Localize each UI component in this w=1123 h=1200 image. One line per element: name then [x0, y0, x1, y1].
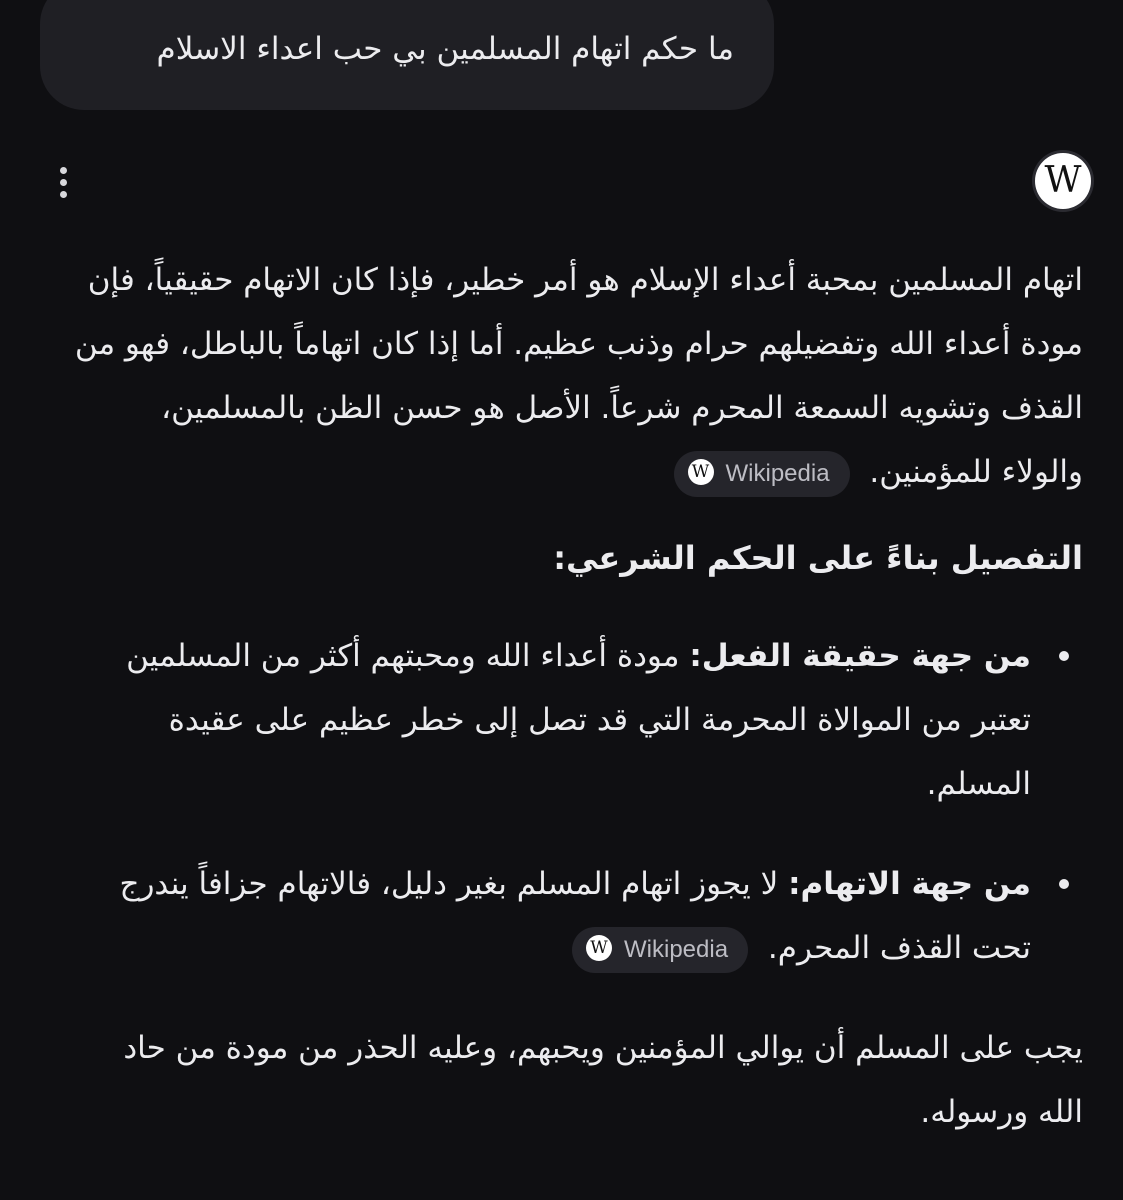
more-options-icon[interactable] [48, 163, 80, 203]
list-item-lead: من جهة الاتهام: [788, 866, 1031, 902]
list-item [73, 624, 1031, 816]
citation-chip-wikipedia[interactable] [572, 927, 748, 973]
section-heading: التفصيل بناءً على الحكم الشرعي: [553, 539, 1083, 577]
citation-chip-label: Wikipedia [624, 935, 729, 963]
list-item-lead: من جهة حقيقة الفعل: [689, 638, 1031, 674]
citation-chip-wikipedia[interactable] [674, 451, 850, 497]
user-message-text: ما حكم اتهام المسلمين بي حب اعداء الاسلام [156, 31, 734, 67]
wikipedia-icon: W [688, 459, 714, 485]
answer-intro [73, 248, 1083, 504]
list-item [73, 852, 1031, 980]
assistant-answer [73, 248, 1083, 1144]
list-item-text: مودة أعداء الله ومحبتهم أكثر من المسلمين تعتبر من الموالاة المحرمة التي قد تصل إلى خطر عظيم على عقيدة المسلم. [126, 638, 1031, 802]
answer-closing: يجب على المسلم أن يوالي المؤمنين ويحبهم، وعليه الحذر من مودة من حاد الله ورسوله. [123, 1030, 1083, 1130]
answer-intro-text: اتهام المسلمين بمحبة أعداء الإسلام هو أمر خطير، فإذا كان الاتهام حقيقياً، فإن مودة أعداء الله وتفضيلهم حرام وذنب عظيم. أما إذا كان اتهاماً بالباطل، فهو من القذف وتشويه السمعة المحرم شرعاً. الأصل هو حسن الظن بالمسلمين، والولاء للمؤمنين. [74, 262, 1083, 490]
wikipedia-icon[interactable]: W [1035, 153, 1091, 209]
response-header [0, 148, 1123, 218]
wikipedia-icon: W [586, 935, 612, 961]
details-list [73, 624, 1083, 980]
citation-chip-label: Wikipedia [725, 459, 830, 487]
list-item-text: لا يجوز اتهام المسلم بغير دليل، فالاتهام جزافاً يندرج تحت القذف المحرم. [119, 866, 1031, 966]
user-message-bubble [40, 0, 774, 110]
